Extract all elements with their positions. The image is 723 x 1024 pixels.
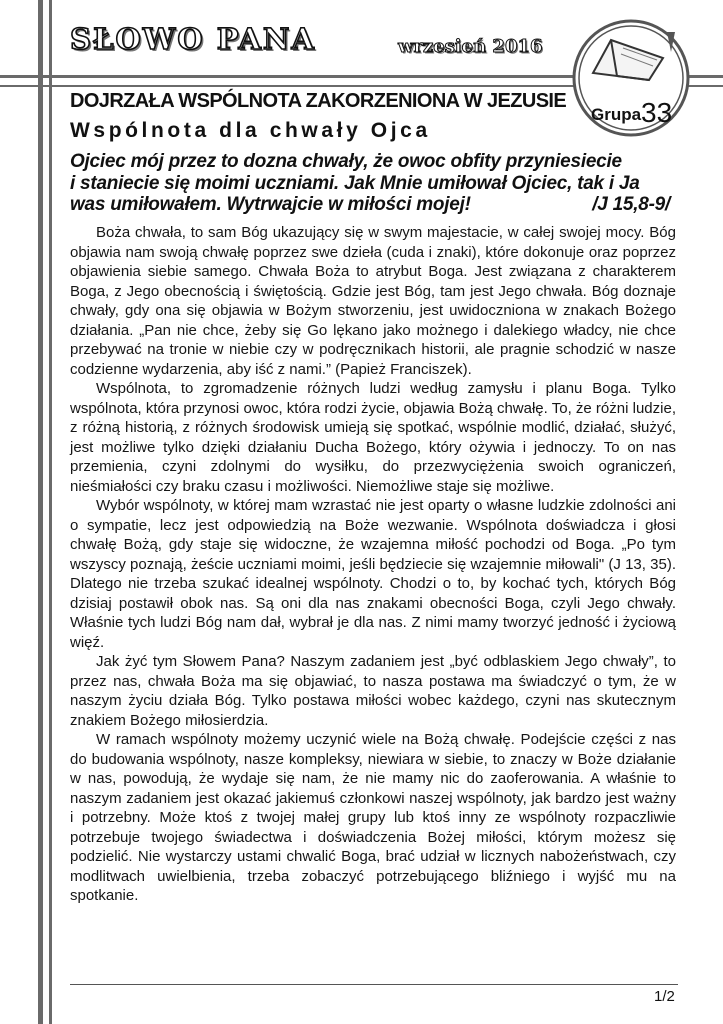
body-paragraph: Wybór wspólnoty, w której mam wzrastać nie jest oparty o własne ludzkie zdolności ani o sympatie, lecz jest odpowiedzią na Boże wezwanie. Wspólnota doświadcza i głosi chwałę Bożą, gdy staje się widoczne, że wzajemna miłość pochodzi od Boga. „Po tym wszyscy poznają, żeście uczniami moimi, jeśli będziecie się wzajemnie miłowali" (J 13, 35). Dlatego nie trzeba szukać idealnej wspólnoty. Chodzi o to, by kochać tych, których Bóg dzisiaj postawił obok nas. Są oni dla nas znakami obecności Boga, czyli Jego chwały. Właśnie tych ludzi Bóg nam dał, wybrał je dla nas. Z nimi mamy tworzyć jedność i życiową więź. [70,497,676,651]
body-paragraph: Wspólnota, to zgromadzenie różnych ludzi według zamysłu i planu Boga. Tylko wspólnota, która przynosi owoc, która rodzi życie, objawia Bożą chwałę. To, że różni ludzie, z różną historią, z różnych środowisk umieją się spotkać, wspólnie modlić, działać, służyć, jest możliwe tylko dzięki działaniu Ducha Bożego, który ożywia i jednoczy. To on nas przemienia, czyni zdolnymi do wysiłku, do przezwyciężenia swoich ograniczeń, nieśmiałości czy braku czasu i możliwości. Niemożliwe staje się możliwe. [70,380,676,495]
page-number: 1/2 [654,988,675,1005]
header-rule-bottom [0,85,580,87]
logo-number: 33 [641,97,673,128]
quote-line: Ojciec mój przez to dozna chwały, że owoc obfity przyniesiecie [70,151,622,172]
scripture-quote [70,151,676,216]
quote-line: was umiłowałem. Wytrwajcie w miłości mojej! [70,194,471,215]
article-body [70,223,676,906]
masthead-title: SŁOWO PANA [70,22,316,56]
issue-date: wrzesień 2016 [398,36,543,57]
quote-line: i staniecie się moimi uczniami. Jak Mnie umiłował Ojciec, tak i Ja [70,172,640,194]
header-rule-top [0,75,590,78]
body-paragraph: Jak żyć tym Słowem Pana? Naszym zadaniem jest „być odblaskiem Jego chwały”, to przez nas, chwała Boża ma się objawiać, to nasza postawa ma świadczyć o tym, że w naszym życiu działa Bóg. Tylko postawa miłości wobec każdego, czyni nas skutecznym znakiem Bożego miłosierdzia. [70,653,676,729]
article-title: DOJRZAŁA WSPÓLNOTA ZAKORZENIONA W JEZUSIE [70,90,567,112]
body-paragraph: W ramach wspólnoty możemy uczynić wiele na Bożą chwałę. Podejście części z nas do budowania wspólnoty, nasze kompleksy, niewiara w siebie, to znaczy w Boże działanie w nas, powodują, że wydaje się nam, że nie mamy nic do zaoferowania. A właśnie to naszym zadaniem jest okazać jakiemuś członkowi naszej wspólnoty, jak bardzo jest ważny i potrzebny. Może ktoś z twojej małej grupy lub ktoś inny ze wspólnoty rozpaczliwie potrzebuje twojego świadectwa i doświadczenia Bożej miłości, którym możesz się podzielić. Nie wystarczy ustami chwalić Boga, brać udział w licznych nabożeństwach, czy modlitwach uwielbienia, trzeba zobaczyć potrzebującego bliźniego i wyjść mu na spotkanie. [70,731,676,904]
body-paragraph: Boża chwała, to sam Bóg ukazujący się w swym majestacie, w całej swojej mocy. Bóg objawia nam swoją chwałę poprzez swe dzieła (cuda i znaki), które dokonuje oraz poprzez objawienia siebie samego. Chwała Boża to atrybut Boga. Jest związana z charakterem Boga, z Jego obecnością i świętością. Gdzie jest Bóg, tam jest Jego chwała. Bóg doznaje chwały, gdy ona się objawia w Bożym stworzeniu, jest uwidoczniona w znakach Bożego działania. „Pan nie chce, żeby się Go lękano jako możnego i dalekiego władcy, nie chce przebywać na tronie w niebie czy w podręcznikach historii, ale pragnie schodzić w nasze codzienne wydarzenia, aby iść z nami.” (Papież Franciszek). [70,224,676,378]
footer-rule [70,984,678,985]
logo-label: Grupa [591,105,642,124]
vertical-rule-outer [38,0,43,1024]
quote-reference: /J 15,8-9/ [592,194,670,215]
article-subtitle: Wspólnota dla chwały Ojca [70,119,431,142]
quote-last-line [70,194,676,216]
vertical-rule-inner [49,0,52,1024]
group-logo [571,18,691,138]
